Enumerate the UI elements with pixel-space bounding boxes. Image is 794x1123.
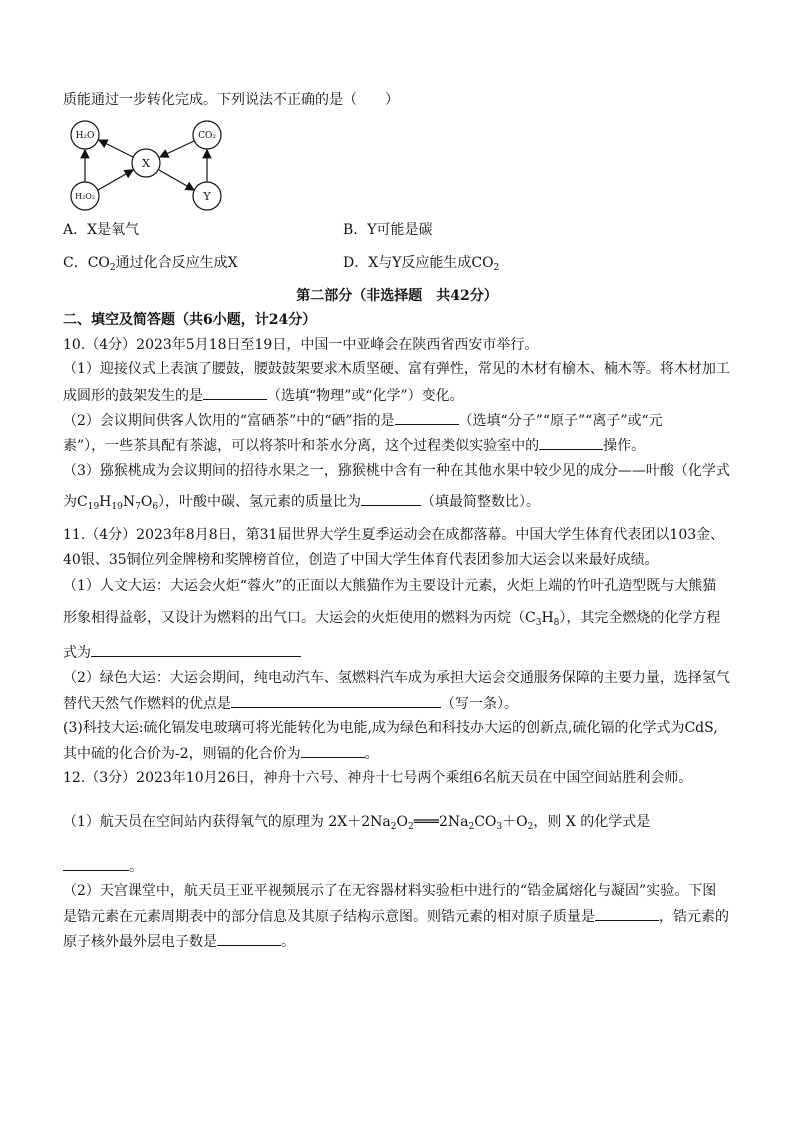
q11-p1-line2: 形象相得益彰，又设计为燃料的出气口。大运会的火炬使用的燃料为丙烷$(C_3H_8)$，其完全燃烧的化学方程 <box>63 610 721 628</box>
arrow-x-h2o <box>99 140 133 157</box>
q12-stem: 12.（3分）2023年10月26日，神舟十六号、神舟十七号两个乘组6名航天员在中国空间站胜利会师。 <box>63 770 693 786</box>
node-co2-label: CO₂ <box>198 131 216 141</box>
q11-stem-line2: 40银、35铜位列金牌榜和奖牌榜首位，创造了中国大学生体育代表团参加大运会以来最好成绩。 <box>63 552 659 568</box>
q11-p1-line3: 式为 <box>63 642 301 663</box>
q11-p3-line1: (3)科技大运:硫化镉发电玻璃可将光能转化为电能,成为绿色和科技办大运的创新点,硫化镉的化学式为CdS, <box>63 720 718 736</box>
answer-blank[interactable] <box>203 385 267 400</box>
part2-title: 第二部分（非选择题 共42分） <box>296 288 498 304</box>
option-b: B．Y可能是碳 <box>343 222 433 238</box>
q11-stem-line1: 11.（4分）2023年8月8日，第31届世界大学生夏季运动会在成都落幕。中国大学生体育代表团以103金、 <box>63 527 725 543</box>
arrow-h2o2-x <box>98 170 133 190</box>
node-h2o-label: H₂O <box>75 131 95 141</box>
q12-p1-line1: （1）航天员在空间站内获得氧气的原理为 $2X+2Na_2O_2═══2Na_2CO_3+O_2$，则 X 的化学式是 <box>63 814 651 832</box>
node-y-label: Y <box>203 190 211 203</box>
q10-p3-line2: 为$C_{19}H_{19}N_7O_6$），叶酸中碳、氢元素的质量比为 （填最简整数比）。 <box>63 491 540 512</box>
answer-blank[interactable] <box>301 743 365 758</box>
option-c: C．$CO_2$通过化合反应生成X <box>63 255 238 273</box>
arrow-co2-x <box>160 141 194 157</box>
q10-p1-line2: 成圆形的鼓架发生的是 （选填“物理”或“化学”）变化。 <box>63 385 464 406</box>
answer-blank[interactable] <box>361 491 421 506</box>
answer-blank[interactable] <box>63 856 129 871</box>
q10-p2-line1: （2）会议期间供客人饮用的“富硒茶”中的“硒”指的是 （选填“分子”“原子”“离子”或“元 <box>63 410 663 431</box>
q10-p1-line1: （1）迎接仪式上表演了腰鼓，腰鼓鼓架要求木质坚硬、富有弹性，常见的木材有榆木、楠木等。将木材加工 <box>63 361 730 377</box>
q9-stem-tail: 质能通过一步转化完成。下列说法不正确的是（ ） <box>63 92 399 108</box>
answer-blank[interactable] <box>539 435 603 450</box>
option-d: D．X与Y反应能生成$CO_2$ <box>343 255 500 273</box>
answer-blank[interactable] <box>595 906 659 921</box>
answer-blank[interactable] <box>217 931 281 946</box>
q12-p1-line2: 。 <box>63 856 143 877</box>
transformation-diagram <box>60 118 230 218</box>
q11-p2-line1: （2）绿色大运：大运会期间，纯电动汽车、氢燃料汽车成为承担大运会交通服务保障的主要力量，选择氢气 <box>63 670 730 686</box>
node-x-label: X <box>142 157 150 170</box>
q11-p3-line2: 其中硫的化合价为-2，则镉的化合价为 。 <box>63 743 379 764</box>
q10-p2-line2: 素”），一些茶具配有茶滤，可以将茶叶和茶水分离，这个过程类似实验室中的 操作。 <box>63 435 645 456</box>
q10-stem: 10.（4分）2023年5月18日至19日，中国一中亚峰会在陕西省西安市举行。 <box>63 337 539 353</box>
q11-p2-line2: 替代天然气作燃料的优点是 （写一条）。 <box>63 693 518 714</box>
node-h2o2-label: H₂O₂ <box>75 192 95 201</box>
section-title: 二、填空及简答题（共6小题，计24分） <box>63 312 317 328</box>
q11-p1-line1: （1）人文大运：大运会火炬“蓉火”的正面以大熊猫作为主要设计元素，火炬上端的竹叶孔造型既与大熊猫 <box>63 578 717 594</box>
q10-p3-line1: （3）猕猴桃成为会议期间的招待水果之一，猕猴桃中含有一种在其他水果中较少见的成分——叶酸（化学式 <box>63 463 730 479</box>
q12-p2-line2: 是锆元素在元素周期表中的部分信息及其原子结构示意图。则锆元素的相对原子质量是 ，锆元素的 <box>63 906 729 927</box>
arrow-x-y <box>159 170 194 190</box>
answer-blank[interactable] <box>231 693 441 708</box>
option-a: A．X是氧气 <box>63 222 140 238</box>
answer-blank[interactable] <box>395 410 459 425</box>
q12-p2-line1: （2）天宫课堂中，航天员王亚平视频展示了在无容器材料实验柜中进行的“锆金属熔化与凝固”实验。下图 <box>63 883 717 899</box>
answer-blank[interactable] <box>91 642 301 657</box>
q12-p2-line3: 原子核外最外层电子数是 。 <box>63 931 295 952</box>
